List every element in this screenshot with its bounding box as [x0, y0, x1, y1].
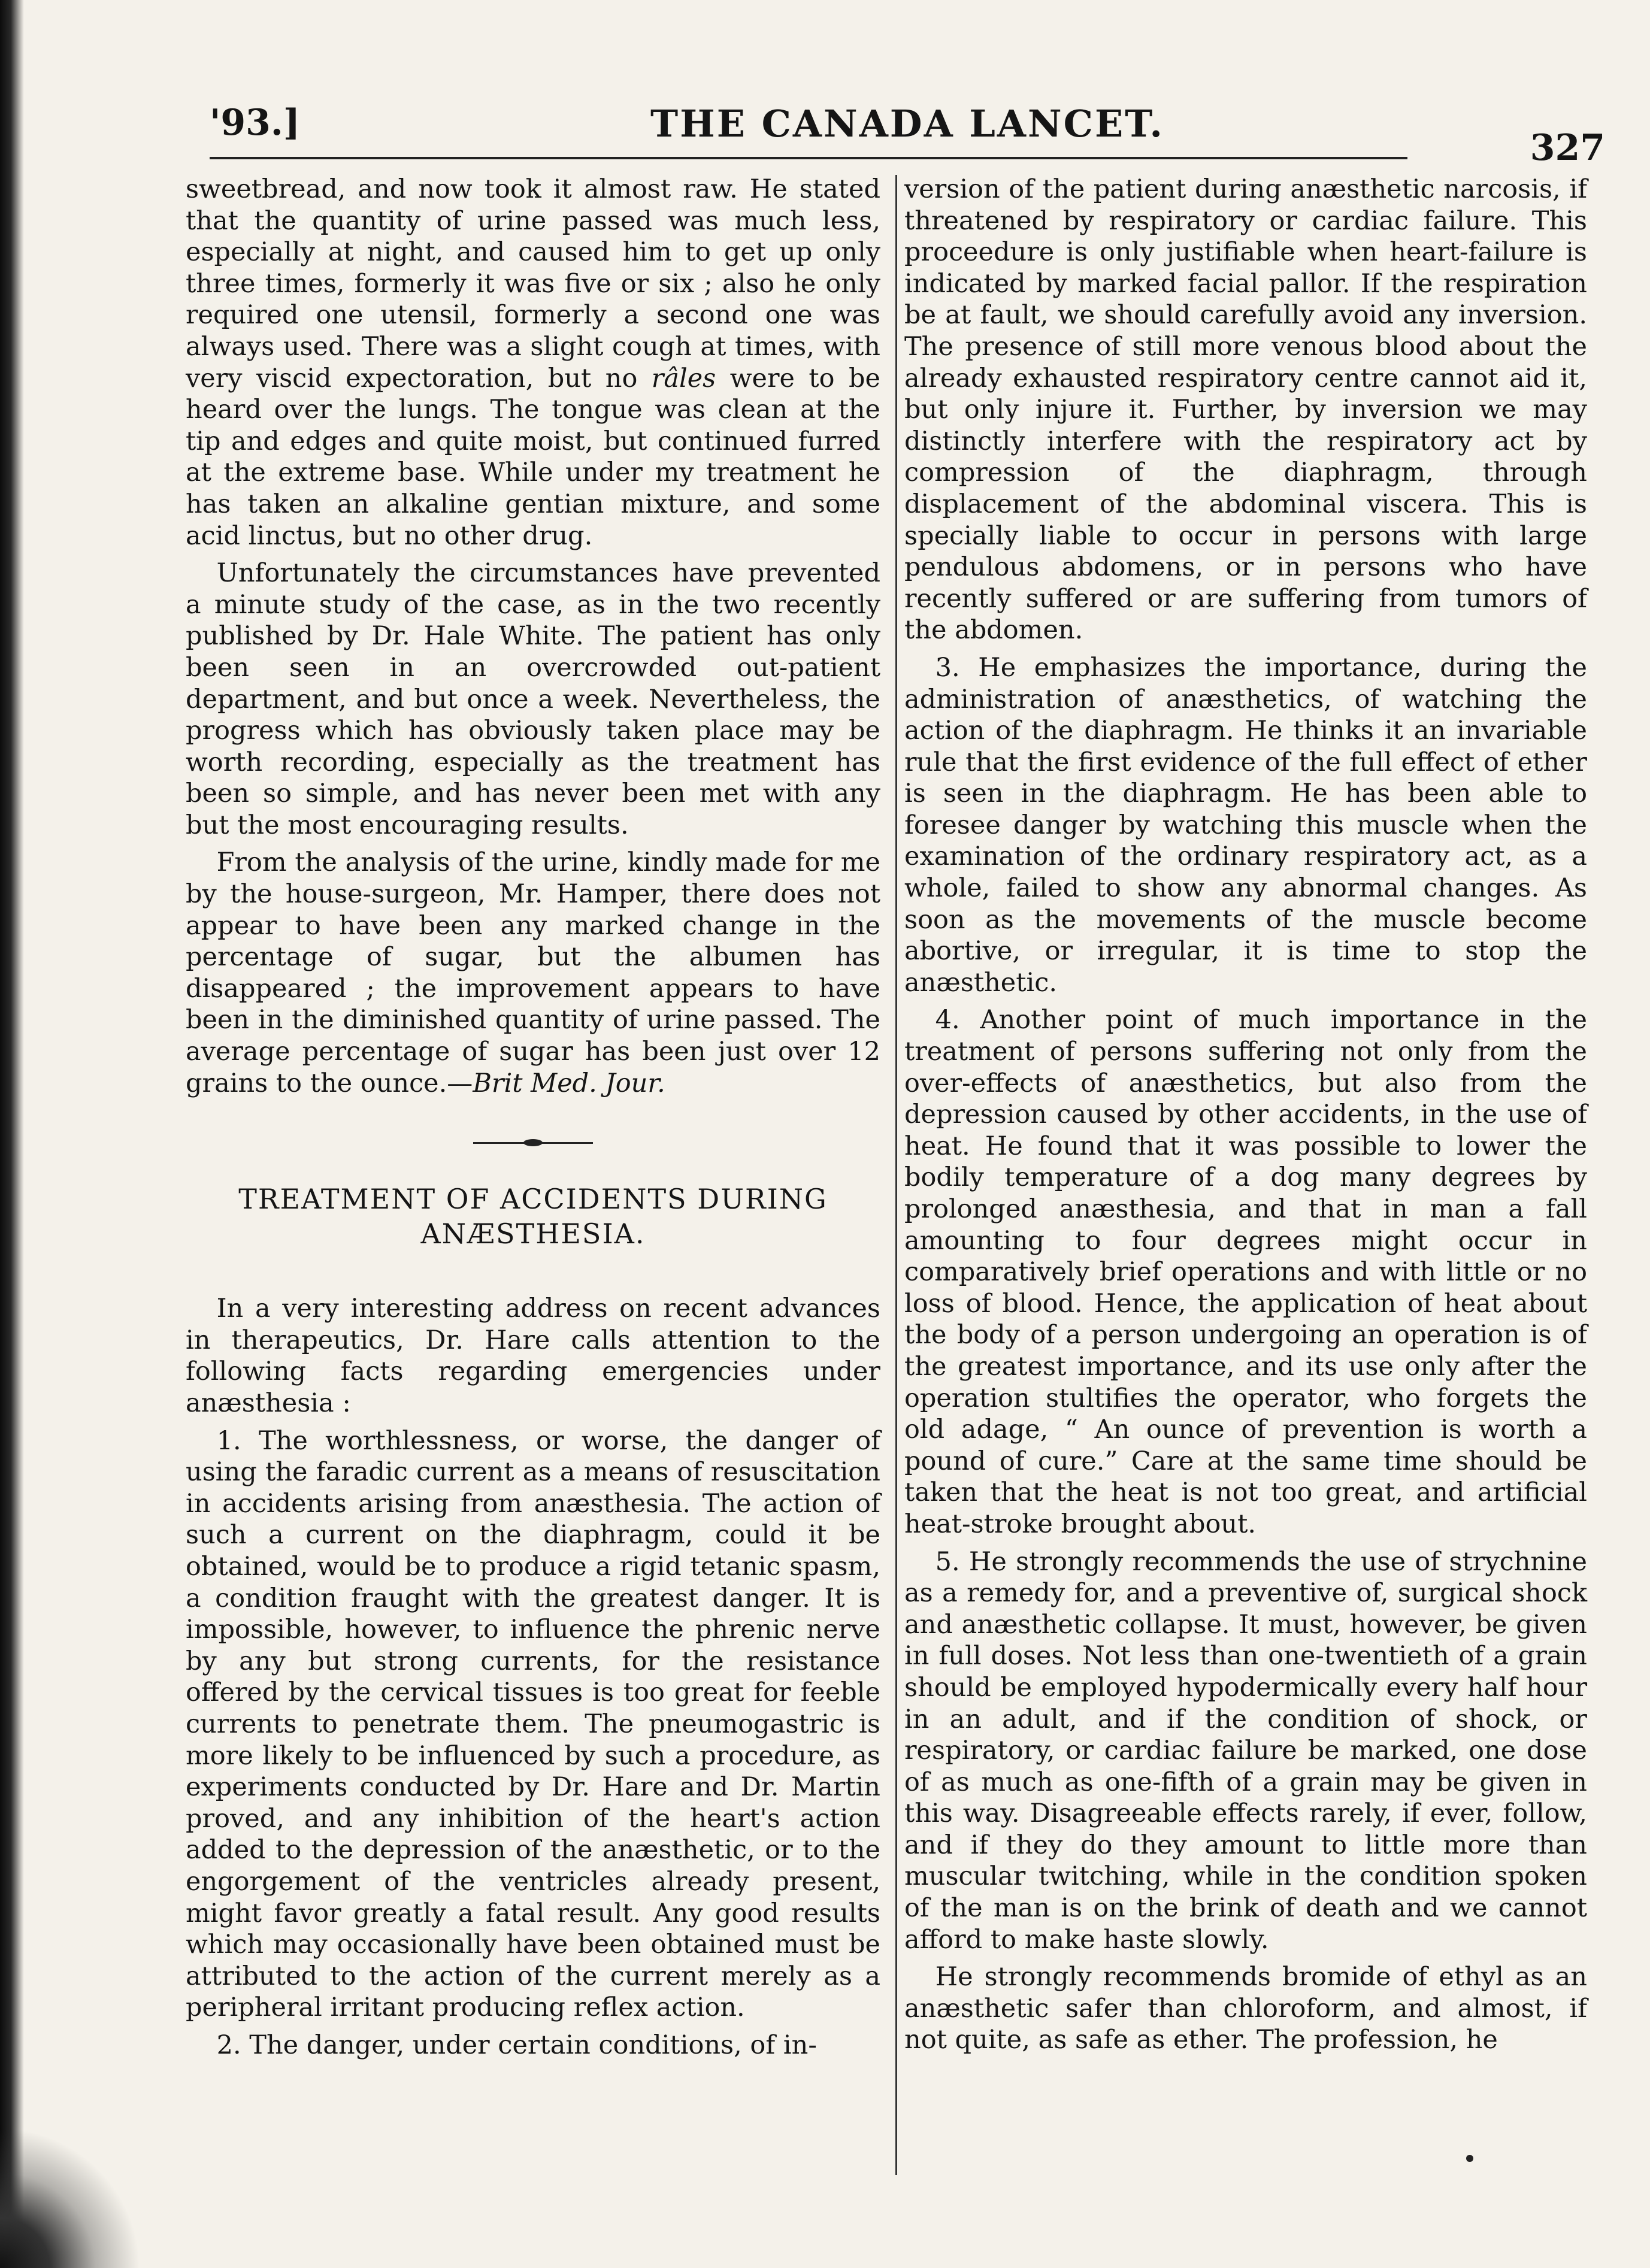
ink-speck: [1466, 2155, 1473, 2162]
section-title: TREATMENT OF ACCIDENTS DURING ANÆSTHESIA.: [238, 1183, 828, 1250]
journal-title: THE CANADA LANCET.: [650, 102, 1164, 146]
emphasis: râles: [651, 363, 716, 393]
paragraph: He strongly recommends bromide of ethyl as an anæsthetic safer than chloroform, and almost, if not quite, as safe as ether. The profession, he: [904, 1962, 1587, 2055]
paragraph: Unfortunately the circumstances have prevented a minute study of the case, as in the two recently published by Dr. Hale White. The patient has only been seen in an overcrowded out-patient department, and but once a week. Nevertheless, the progress which has obviously taken place may be worth recording, especially as the treatment has been so simple, and has never been met with any but the most encouraging results.: [186, 558, 880, 840]
page-header: [210, 102, 1605, 168]
paragraph: version of the patient during anæsthetic narcosis, if threatened by respiratory or cardiac failure. This proceedure is only justifiable when heart-failure is indicated by marked facial pallor. If the respiration be at fault, we should carefully avoid any inversion. The presence of still more venous blood about the already exhausted respiratory centre cannot aid it, but only injure it. Further, by inversion we may distinctly interfere with the respiratory act by compression of the diaphragm, through displacement of the abdominal viscera. This is specially liable to occur in persons with large pendulous abdomens, or in persons who have recently suffered or are suffering from tumors of the abdomen.: [904, 174, 1587, 646]
page-number: 327: [1530, 127, 1605, 169]
citation: Brit Med. Jour.: [473, 1068, 665, 1098]
page-corner-stain: [0, 2130, 144, 2268]
header-year: '93.]: [210, 102, 301, 144]
paragraph: 3. He emphasizes the importance, during the administration of anæsthetics, of watching the action of the diaphragm. He thinks it an invariable rule that the first evidence of the full effect of ether is seen in the diaphragm. He has been able to foresee danger by watching this muscle when the examination of the ordinary respiratory act, as a whole, failed to show any abnormal changes. As soon as the movements of the muscle become abortive, or irregular, it is time to stop the anæsthetic.: [904, 652, 1587, 998]
paragraph: sweetbread, and now took it almost raw. He stated that the quantity of urine passed was much less, especially at night, and caused him to get up only three times, formerly it was five or six ; also he only required one utensil, formerly a second one was always used. There was a slight cough at times, with very viscid expectoration, but no râles were to be heard over the lungs. The tongue was clean at the tip and edges and quite moist, but continued furred at the extreme base. While under my treatment he has taken an alkaline gentian mixture, and some acid linctus, but no other drug.: [186, 174, 880, 551]
book-spine-shadow: [0, 0, 24, 2268]
right-column: [880, 174, 1587, 2056]
paragraph: 4. Another point of much importance in the treatment of persons suffering not only from the over-effects of anæsthetics, but also from the depression caused by other accidents, in the use of heat. He found that it was possible to lower the bodily temperature of a dog many degrees by prolonged anæsthesia, and that in man a fall amounting to four degrees might occur in comparatively brief operations and with little or no loss of blood. Hence, the application of heat about the body of a person undergoing an operation is of the greatest importance, and its use only after the operation stultifies the operator, who forgets the old adage, “ An ounce of prevention is worth a pound of cure.” Care at the same time should be taken that the heat is not too great, and artificial heat-stroke brought about.: [904, 1005, 1587, 1539]
paragraph: From the analysis of the urine, kindly made for me by the house-surgeon, Mr. Hamper, there does not appear to have been any marked change in the percentage of sugar, but the albumen has disappeared ; the improvement appears to have been in the diminished quantity of urine passed. The average percentage of sugar has been just over 12 grains to the ounce.—Brit Med. Jour.: [186, 847, 880, 1098]
paragraph: In a very interesting address on recent advances in therapeutics, Dr. Hare calls attention to the following facts regarding emergencies under anæsthesia :: [186, 1294, 880, 1418]
paragraph: 5. He strongly recommends the use of strychnine as a remedy for, and a preventive of, surgical shock and anæsthetic collapse. It must, however, be given in full doses. Not less than one-twentieth of a grain should be employed hypodermically every half hour in an adult, and if the condition of shock, or respiratory, or cardiac failure be marked, one dose of as much as one-fifth of a grain may be given in this way. Disagreeable effects rarely, if ever, follow, and if they do they amount to little more than muscular twitching, while in the condition spoken of the man is on the brink of death and we cannot afford to make haste slowly.: [904, 1546, 1587, 1955]
left-column: [186, 174, 880, 2061]
paragraph: 2. The danger, under certain conditions, of in-: [216, 2030, 817, 2060]
header-rule: [210, 157, 1407, 159]
paragraph: 1. The worthlessness, or worse, the danger of using the faradic current as a means of resuscitation in accidents arising from anæsthesia. The action of such a current on the diaphragm, could it be obtained, would be to produce a rigid tetanic spasm, a condition fraught with the greatest danger. It is impossible, however, to influence the phrenic nerve by any but strong currents, for the resistance offered by the cervical tissues is too great for feeble currents to penetrate them. The pneumogastric is more likely to be influenced by such a procedure, as experiments conducted by Dr. Hare and Dr. Martin proved, and any inhibition of the heart's action added to the depression of the anæsthetic, or to the engorgement of the ventricles already present, might favor greatly a fatal result. Any good results which may occasionally have been obtained must be attributed to the action of the current merely as a peripheral irritant producing reflex action.: [186, 1425, 880, 2023]
section-ornament: [473, 1141, 593, 1144]
